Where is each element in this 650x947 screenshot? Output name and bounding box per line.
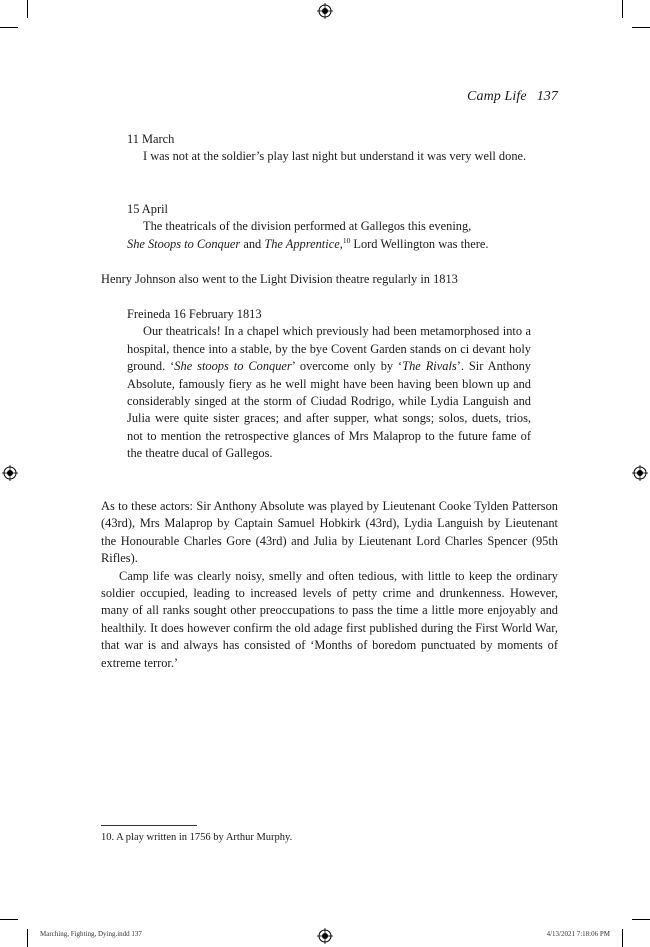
registration-mark-top-icon — [317, 3, 333, 19]
slug-left: Marching, Fighting, Dying.indd 137 — [40, 930, 142, 938]
body-paragraphs — [101, 498, 558, 672]
slug-right: 4/13/2021 7:18:06 PM — [546, 930, 610, 938]
crop-mark-top-left-v — [27, 0, 28, 18]
entry-date: 11 March — [127, 132, 175, 146]
page-number: 137 — [536, 89, 558, 104]
crop-mark-top-right — [632, 27, 650, 28]
crop-mark-bottom-right — [632, 919, 650, 920]
crop-mark-bottom-left-v — [27, 929, 28, 947]
crop-mark-top-left — [0, 27, 18, 28]
entry-date: 15 April — [127, 202, 168, 216]
quoted-diary-entry — [127, 306, 531, 463]
crop-mark-bottom-right-v — [622, 929, 623, 947]
crop-mark-top-right-v — [622, 0, 623, 18]
entry-text: Our theatricals! In a chapel which previously had been metamorphosed into a hospital, thence into a stable, by the bye Covent Garden stands on ci devant holy ground. ‘ — [127, 324, 531, 374]
play-title: The Apprentice — [264, 236, 340, 251]
paragraph: As to these actors: Sir Anthony Absolute was played by Lieutenant Cooke Tylden Patterson (43rd), Mrs Malaprop by Captain Samuel Hobkirk (43rd), Lydia Languish by Lieutenant the Honourable Charles Gore (43rd) and Julia by Lieutenant Lord Charles Spencer (95th Rifles). — [101, 499, 558, 566]
paragraph: Camp life was clearly noisy, smelly and often tedious, with little to keep the ordinary soldier occupied, leading to increased levels of petty crime and drunkenness. However, many of all ranks sought other preoccupations to pass the time a little more enjoyably and healthily. It does however confirm the old adage first published during the First World War, that war is and always has consisted of ‘Months of boredom punctuated by moments of extreme terror.’ — [101, 568, 558, 670]
entry-text: Lord Wellington was there. — [350, 236, 489, 251]
footnote: 10. A play written in 1756 by Arthur Murphy. — [101, 832, 293, 843]
entry-text: and — [240, 236, 265, 251]
entry-text: ’. Sir Anthony Absolute, famously fiery as he well might have been having been blown up and considerably singed at the storm of Ciudad Rodrigo, while Lydia Languish and Julia were quite sister graces; and after supper, what songs; solos, duets, trios, not to mention the retrospective glances of Mrs Malaprop to the future fame of the theatre ducal of Gallegos. — [127, 359, 531, 461]
play-title: She Stoops to Conquer — [127, 236, 241, 251]
entry-body — [127, 323, 531, 462]
footnote-rule — [101, 825, 197, 826]
crop-mark-bottom-left — [0, 919, 18, 920]
registration-mark-right-icon — [632, 465, 648, 481]
play-title: The Rivals — [402, 359, 457, 374]
entry-date: Freineda 16 February 1813 — [127, 307, 262, 321]
entry-text: ’ overcome only by ‘ — [291, 359, 403, 374]
diary-entry-2 — [127, 201, 531, 253]
intro-line — [101, 271, 558, 288]
entry-body: I was not at the soldier’s play last night but understand it was very well done. — [143, 149, 527, 164]
play-title: She stoops to Conquer — [174, 359, 292, 374]
entry-body: The theatricals of the division performed at Gallegos this evening, She Stoops to Conquer and The Apprentice,$^{10}$ Lord Wellington was there. — [127, 219, 489, 251]
diary-entry-1 — [127, 131, 531, 166]
entry-text: The theatricals of the division performed at Gallegos this evening, — [143, 219, 472, 234]
running-head-title: Camp Life — [467, 89, 527, 104]
footnote-reference: 10 — [342, 235, 351, 245]
registration-mark-bottom-icon — [317, 928, 333, 944]
intro-text: Henry Johnson also went to the Light Division theatre regularly in 1813 — [101, 272, 458, 286]
running-head — [467, 89, 558, 105]
registration-mark-left-icon — [2, 465, 18, 481]
